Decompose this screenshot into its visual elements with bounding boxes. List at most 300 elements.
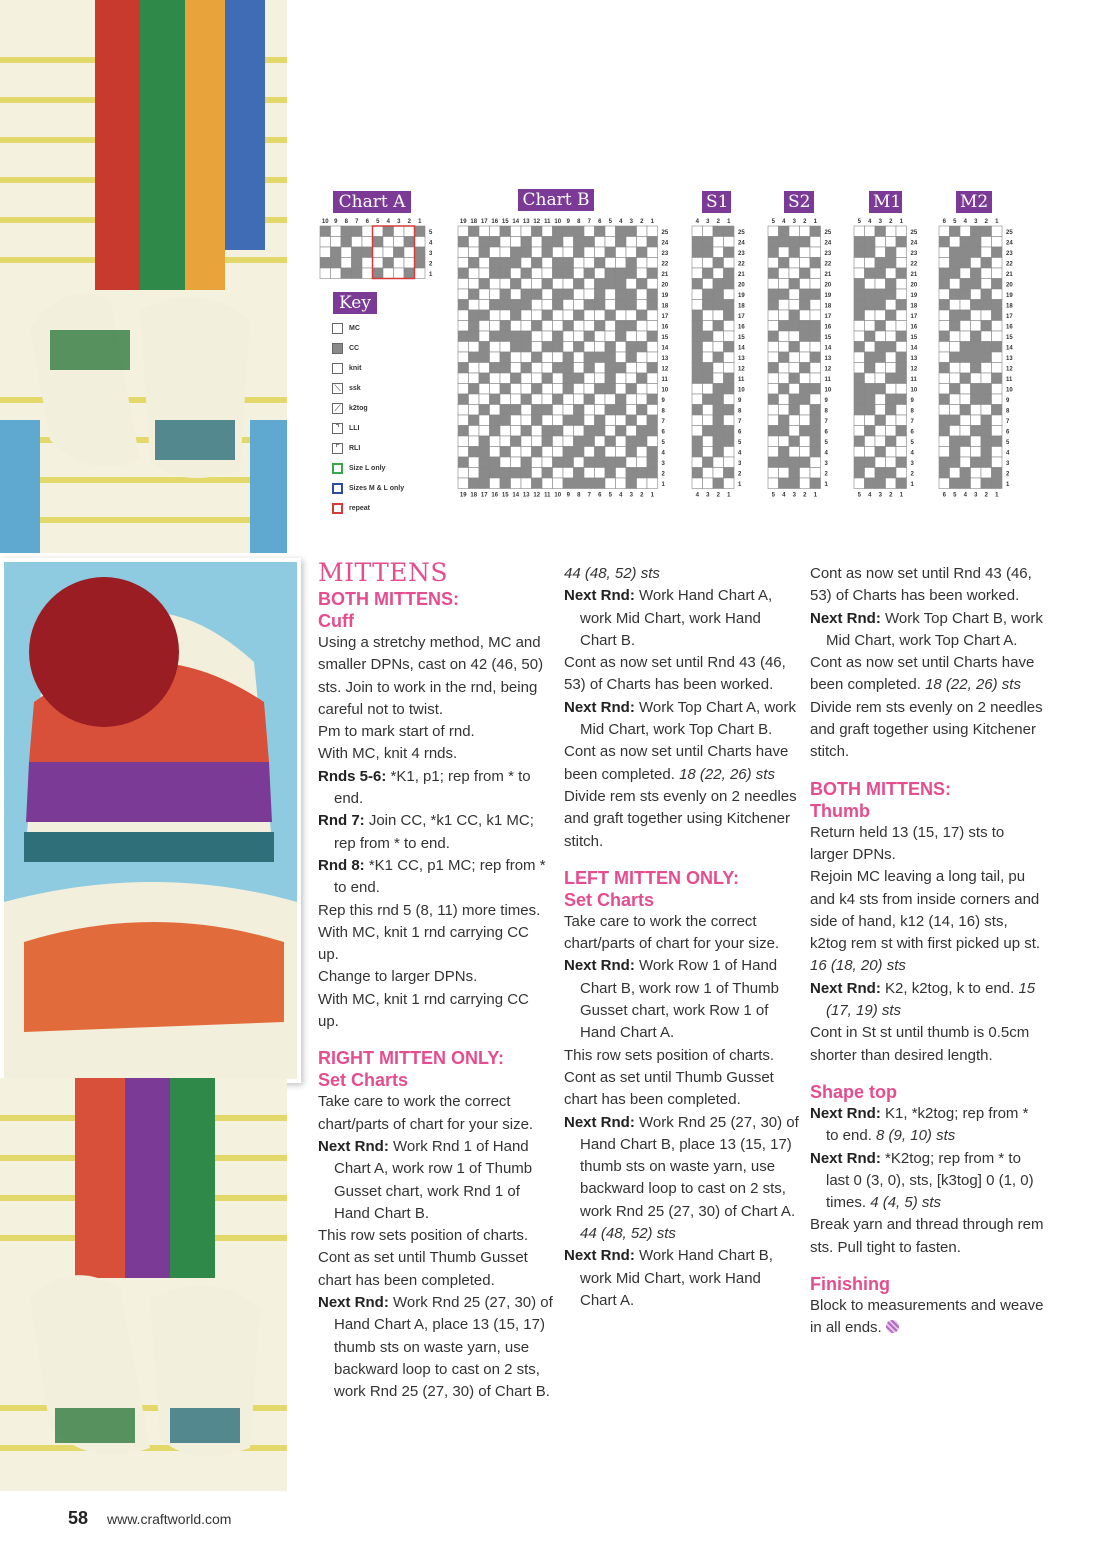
chart-cell — [479, 247, 490, 258]
chart-cell — [950, 331, 961, 342]
chart-cell — [939, 279, 950, 290]
chart-cell — [605, 310, 616, 321]
chart-cell — [637, 237, 648, 248]
key-swatch: ⌜ — [332, 443, 343, 454]
chart-cell — [865, 415, 876, 426]
chart-cell — [981, 226, 992, 237]
chart-cell — [768, 447, 779, 458]
chart-cell — [939, 384, 950, 395]
chart-cell — [511, 342, 522, 353]
row-number: 21 — [1006, 272, 1013, 278]
chart-cell — [724, 457, 735, 468]
chart-cell — [500, 247, 511, 258]
chart-cell — [939, 226, 950, 237]
chart-cell — [713, 310, 724, 321]
chart-cell — [992, 279, 1003, 290]
chart-cell — [469, 258, 480, 269]
chart-cell — [810, 478, 821, 489]
row-number: 16 — [1006, 324, 1013, 331]
row-number: 15 — [910, 335, 918, 341]
chart-cell — [713, 226, 724, 237]
chart-cell — [521, 363, 532, 374]
chart-cell — [800, 363, 811, 374]
row-number: 21 — [738, 272, 745, 278]
col-number-bottom: 1 — [899, 492, 903, 499]
chart-cell — [886, 300, 897, 311]
chart-cell — [692, 373, 703, 384]
chart-cell — [521, 373, 532, 384]
chart-cell — [992, 394, 1003, 405]
chart-cell — [875, 310, 886, 321]
chart-cell — [532, 237, 543, 248]
chart-cell — [595, 457, 606, 468]
chart-cell — [500, 258, 511, 269]
chart-cell — [724, 237, 735, 248]
chart-cell — [647, 363, 658, 374]
chart-cell — [490, 373, 501, 384]
left-p4: Cont as now set until Rnd 43 (46, 53) of Charts has been worked. — [810, 565, 1032, 605]
row-number: 23 — [1006, 251, 1013, 257]
chart-cell — [626, 352, 637, 363]
chart-cell — [542, 352, 553, 363]
col-number-bottom: 2 — [803, 492, 807, 499]
chart-cell — [469, 342, 480, 353]
chart-cell — [331, 237, 342, 248]
chart-cell — [637, 457, 648, 468]
chart-cell — [511, 478, 522, 489]
row-number: 18 — [910, 303, 918, 310]
chart-cell — [373, 258, 384, 269]
chart-cell — [532, 300, 543, 311]
chart-cell — [896, 384, 907, 395]
chart-cell — [637, 331, 648, 342]
chart-cell — [532, 373, 543, 384]
chart-cell — [511, 426, 522, 437]
chart-cell — [703, 352, 714, 363]
row-number: 21 — [661, 272, 669, 278]
row-number: 5 — [738, 440, 742, 446]
chart-cell — [886, 258, 897, 269]
chart-cell — [875, 405, 886, 416]
right-next1: Next Rnd: Work Rnd 1 of Hand Chart A, work row 1 of Thumb Gusset chart, work Rnd 1 of Hand Chart B. — [318, 1137, 533, 1222]
chart-cell — [981, 289, 992, 300]
chart-cell — [626, 321, 637, 332]
chart-cell — [886, 373, 897, 384]
chart-cell — [800, 352, 811, 363]
chart-cell — [563, 226, 574, 237]
chart-cell — [865, 468, 876, 479]
chart-cell — [939, 373, 950, 384]
chart-cell — [647, 415, 658, 426]
chart-cell — [553, 226, 564, 237]
chart-cell — [992, 300, 1003, 311]
chart-cell — [616, 363, 627, 374]
chart-cell — [886, 247, 897, 258]
cuff-p1: Using a stretchy method, MC and smaller DPNs, cast on 42 (46, 50) sts. Join to work in the rnd, being careful not to twist. — [318, 634, 544, 718]
chart-cell — [703, 394, 714, 405]
chart-cell — [479, 258, 490, 269]
row-number: 3 — [910, 461, 914, 467]
chart-cell — [768, 310, 779, 321]
row-number: 24 — [824, 240, 832, 247]
chart-cell — [779, 373, 790, 384]
chart-cell — [896, 300, 907, 311]
chart-cell — [553, 352, 564, 363]
chart-cell — [950, 457, 961, 468]
chart-cell — [810, 331, 821, 342]
chart-cell — [469, 394, 480, 405]
chart-m2-title: M2 — [956, 191, 992, 213]
chart-cell — [950, 363, 961, 374]
chart-cell — [950, 394, 961, 405]
chart-cell — [595, 247, 606, 258]
chart-cell — [713, 321, 724, 332]
chart-cell — [521, 226, 532, 237]
chart-cell — [981, 447, 992, 458]
chart-cell — [939, 310, 950, 321]
chart-cell — [779, 268, 790, 279]
chart-cell — [854, 268, 865, 279]
chart-cell — [500, 363, 511, 374]
chart-cell — [605, 447, 616, 458]
chart-cell — [574, 415, 585, 426]
chart-cell — [616, 384, 627, 395]
chart-cell — [553, 457, 564, 468]
chart-cell — [875, 363, 886, 374]
chart-cell — [352, 268, 363, 279]
chart-cell — [703, 373, 714, 384]
chart-cell — [626, 384, 637, 395]
chart-cell — [692, 394, 703, 405]
chart-cell — [960, 384, 971, 395]
chart-cell — [574, 478, 585, 489]
chart-cell — [703, 457, 714, 468]
chart-s1-grid — [690, 214, 752, 508]
chart-cell — [692, 247, 703, 258]
chart-cell — [992, 247, 1003, 258]
chart-cell — [362, 237, 373, 248]
chart-cell — [724, 394, 735, 405]
chart-cell — [950, 415, 961, 426]
chart-cell — [479, 363, 490, 374]
chart-cell — [992, 321, 1003, 332]
cuff-p3: With MC, knit 4 rnds. — [318, 745, 458, 763]
chart-cell — [458, 352, 469, 363]
chart-cell — [854, 415, 865, 426]
chart-cell — [692, 405, 703, 416]
chart-cell — [553, 331, 564, 342]
chart-cell — [595, 258, 606, 269]
chart-cell — [789, 415, 800, 426]
row-number: 19 — [661, 293, 669, 299]
chart-cell — [352, 258, 363, 269]
chart-cell — [875, 279, 886, 290]
chart-cell — [500, 226, 511, 237]
col-number: 1 — [813, 219, 817, 225]
chart-cell — [800, 478, 811, 489]
chart-cell — [521, 447, 532, 458]
chart-cell — [563, 436, 574, 447]
chart-cell — [971, 331, 982, 342]
chart-cell — [647, 405, 658, 416]
chart-cell — [616, 300, 627, 311]
key-item — [332, 340, 359, 356]
col-number-bottom: 12 — [533, 492, 541, 499]
col-number-bottom: 1 — [727, 492, 731, 499]
chart-cell — [500, 331, 511, 342]
chart-cell — [875, 342, 886, 353]
chart-cell — [896, 373, 907, 384]
chart-cell — [584, 331, 595, 342]
chart-cell — [768, 226, 779, 237]
chart-cell — [563, 394, 574, 405]
chart-cell — [616, 415, 627, 426]
chart-cell — [703, 363, 714, 374]
chart-cell — [810, 457, 821, 468]
chart-cell — [637, 447, 648, 458]
chart-cell — [854, 447, 865, 458]
chart-cell — [595, 310, 606, 321]
row-number: 15 — [661, 335, 669, 341]
chart-cell — [595, 447, 606, 458]
chart-cell — [875, 258, 886, 269]
chart-cell — [724, 426, 735, 437]
chart-cell — [574, 300, 585, 311]
chart-cell — [950, 268, 961, 279]
chart-cell — [511, 468, 522, 479]
row-number: 5 — [661, 440, 665, 446]
row-number: 3 — [824, 461, 828, 467]
chart-cell — [713, 394, 724, 405]
row-number: 17 — [910, 314, 918, 320]
thumb-next1: Next Rnd: K2, k2tog, k to end. 15 (17, 19) sts — [810, 979, 1036, 1020]
chart-cell — [532, 352, 543, 363]
chart-cell — [768, 457, 779, 468]
chart-cell — [981, 363, 992, 374]
chart-cell — [574, 247, 585, 258]
row-number: 21 — [910, 272, 918, 278]
chart-cell — [971, 447, 982, 458]
chart-cell — [331, 226, 342, 237]
chart-cell — [779, 352, 790, 363]
chart-cell — [810, 279, 821, 290]
col-number: 8 — [344, 219, 348, 225]
chart-cell — [626, 405, 637, 416]
row-number: 8 — [1006, 408, 1010, 415]
chart-cell — [479, 468, 490, 479]
chart-cell — [490, 279, 501, 290]
chart-cell — [800, 457, 811, 468]
chart-cell — [605, 226, 616, 237]
chart-cell — [692, 384, 703, 395]
chart-cell — [865, 289, 876, 300]
chart-cell — [373, 226, 384, 237]
chart-cell — [404, 247, 415, 258]
key-label: Size L only — [349, 464, 386, 472]
chart-cell — [574, 342, 585, 353]
chart-cell — [875, 237, 886, 248]
chart-cell — [992, 436, 1003, 447]
key-swatch — [332, 363, 343, 374]
chart-cell — [542, 321, 553, 332]
chart-cell — [703, 258, 714, 269]
chart-cell — [647, 436, 658, 447]
chart-cell — [981, 279, 992, 290]
chart-cell — [553, 310, 564, 321]
chart-cell — [490, 415, 501, 426]
key-label: Sizes M & L only — [349, 484, 405, 492]
chart-cell — [500, 436, 511, 447]
chart-cell — [616, 279, 627, 290]
chart-m2-grid — [937, 214, 1019, 508]
chart-cell — [854, 363, 865, 374]
row-number: 10 — [1006, 387, 1013, 394]
chart-cell — [992, 457, 1003, 468]
heading-left-2: Set Charts — [564, 889, 655, 910]
chart-cell — [800, 468, 811, 479]
chart-cell — [789, 226, 800, 237]
row-number: 13 — [738, 356, 745, 362]
chart-cell — [692, 436, 703, 447]
chart-cell — [553, 321, 564, 332]
row-number: 12 — [738, 366, 745, 373]
chart-cell — [511, 258, 522, 269]
chart-cell — [626, 331, 637, 342]
col-number-bottom: 1 — [813, 492, 817, 499]
chart-cell — [981, 268, 992, 279]
chart-cell — [479, 352, 490, 363]
chart-cell — [971, 436, 982, 447]
chart-cell — [553, 415, 564, 426]
chart-cell — [383, 237, 394, 248]
key-label: RLI — [349, 444, 361, 452]
chart-cell — [563, 321, 574, 332]
chart-cell — [626, 373, 637, 384]
chart-cell — [415, 258, 426, 269]
chart-cell — [626, 457, 637, 468]
chart-cell — [469, 426, 480, 437]
chart-cell — [574, 394, 585, 405]
left-p1: Take care to work the correct chart/parts of chart for your size. — [564, 912, 780, 953]
row-number: 2 — [429, 261, 433, 268]
chart-cell — [532, 478, 543, 489]
row-number: 22 — [1006, 261, 1013, 268]
chart-cell — [542, 415, 553, 426]
chart-cell — [521, 279, 532, 290]
key-label: repeat — [349, 504, 371, 512]
col-number: 5 — [608, 219, 612, 225]
col-number: 12 — [533, 219, 541, 225]
col-number: 6 — [365, 219, 369, 225]
chart-cell — [692, 447, 703, 458]
chart-cell — [789, 436, 800, 447]
chart-cell — [616, 268, 627, 279]
row-number: 12 — [910, 366, 918, 373]
chart-cell — [971, 363, 982, 374]
chart-cell — [692, 426, 703, 437]
chart-cell — [800, 436, 811, 447]
chart-cell — [981, 426, 992, 437]
chart-cell — [637, 468, 648, 479]
chart-cell — [637, 478, 648, 489]
chart-cell — [563, 373, 574, 384]
chart-cell — [810, 268, 821, 279]
chart-cell — [595, 426, 606, 437]
heading-thumb-2: Thumb — [810, 800, 870, 821]
chart-cell — [542, 279, 553, 290]
chart-cell — [768, 342, 779, 353]
chart-cell — [886, 321, 897, 332]
chart-cell — [800, 300, 811, 311]
row-number: 23 — [824, 251, 832, 257]
chart-cell — [458, 237, 469, 248]
chart-cell — [616, 447, 627, 458]
col-number-bottom: 4 — [619, 492, 623, 499]
chart-cell — [469, 268, 480, 279]
key-swatch — [332, 343, 343, 354]
chart-cell — [692, 478, 703, 489]
chart-cell — [542, 237, 553, 248]
chart-cell — [532, 247, 543, 258]
chart-cell — [383, 226, 394, 237]
col-number: 3 — [974, 219, 978, 225]
row-number: 10 — [738, 387, 745, 394]
chart-cell — [713, 468, 724, 479]
chart-cell — [553, 247, 564, 258]
row-number: 6 — [661, 429, 665, 436]
row-number: 19 — [910, 293, 918, 299]
chart-cell — [886, 394, 897, 405]
chart-cell — [896, 468, 907, 479]
chart-cell — [563, 300, 574, 311]
chart-cell — [647, 226, 658, 237]
chart-cell — [500, 268, 511, 279]
chart-cell — [703, 447, 714, 458]
chart-cell — [875, 268, 886, 279]
chart-cell — [950, 405, 961, 416]
chart-cell — [981, 342, 992, 353]
chart-cell — [992, 310, 1003, 321]
chart-cell — [939, 468, 950, 479]
chart-cell — [779, 363, 790, 374]
chart-cell — [789, 405, 800, 416]
chart-cell — [950, 373, 961, 384]
chart-cell — [584, 415, 595, 426]
chart-cell — [724, 447, 735, 458]
heading-left-1: LEFT MITTEN ONLY: — [564, 867, 739, 888]
chart-cell — [521, 321, 532, 332]
chart-cell — [637, 258, 648, 269]
col-number-bottom: 2 — [716, 492, 720, 499]
row-number: 9 — [738, 398, 742, 404]
chart-cell — [950, 279, 961, 290]
row-number: 25 — [910, 230, 918, 236]
chart-cell — [768, 373, 779, 384]
chart-cell — [939, 405, 950, 416]
chart-cell — [981, 300, 992, 311]
row-number: 14 — [661, 345, 669, 352]
chart-cell — [479, 457, 490, 468]
chart-cell — [971, 342, 982, 353]
chart-cell — [637, 352, 648, 363]
chart-cell — [703, 289, 714, 300]
row-number: 12 — [661, 366, 669, 373]
chart-cell — [810, 300, 821, 311]
col-number: 3 — [706, 219, 710, 225]
col-number-bottom: 16 — [491, 492, 499, 499]
chart-cell — [553, 426, 564, 437]
chart-cell — [521, 405, 532, 416]
